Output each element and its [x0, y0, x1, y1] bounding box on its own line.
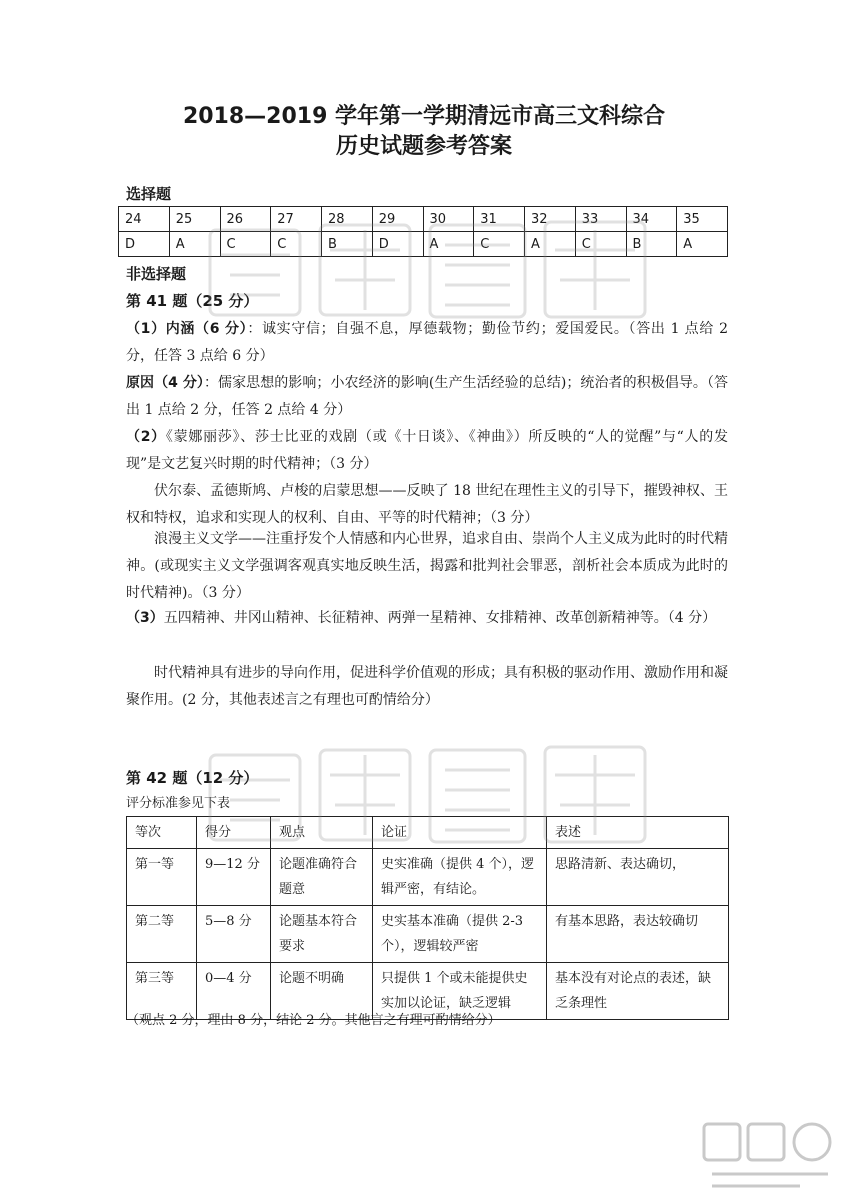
question-number-cell: 35 [677, 207, 728, 232]
q42-scoring-note: （观点 2 分，理由 8 分，结论 2 分。其他言之有理可酌情给分） [126, 1013, 501, 1028]
answer-cell: D [372, 232, 423, 257]
choice-number-row [119, 207, 728, 232]
table-row [127, 906, 729, 963]
q41-part1-label: （1）内涵（6 分） [126, 321, 248, 337]
section-choice-heading: 选择题 [126, 185, 172, 203]
q41-enlightenment-text: 伏尔泰、孟德斯鸠、卢梭的启蒙思想——反映了 18 世纪在理性主义的引导下，摧毁神权、王权和特权，追求和实现人的权利、自由、平等的时代精神；（3 分） [126, 483, 728, 526]
answer-cell: A [525, 232, 576, 257]
answer-cell: C [220, 232, 271, 257]
question-number-cell: 26 [220, 207, 271, 232]
table-cell: 只提供 1 个或未能提供史实加以论证，缺乏逻辑 [373, 963, 547, 1020]
header-cell: 观点 [271, 817, 373, 849]
q41-spirit-role-text: 时代精神具有进步的导向作用，促进科学价值观的形成；具有积极的驱动作用、激励作用和凝聚作用。(2 分，其他表述言之有理也可酌情给分） [126, 665, 728, 708]
q41-part2-label: （2） [126, 429, 166, 445]
q41-answer-part3 [126, 605, 728, 632]
header-cell: 等次 [127, 817, 197, 849]
q41-answer-reason [126, 370, 728, 424]
table-cell: 论题不明确 [271, 963, 373, 1020]
question-number-cell: 33 [575, 207, 626, 232]
table-cell: 0—4 分 [197, 963, 271, 1020]
table-cell: 第一等 [127, 849, 197, 906]
page-title-line-2: 历史试题参考答案 [335, 134, 512, 159]
q41-part3-label: （3） [126, 610, 164, 626]
table-cell: 第三等 [127, 963, 197, 1020]
q41-heading: 第 41 题（25 分） [126, 292, 259, 310]
q41-part3-text: 五四精神、井冈山精神、长征精神、两弹一星精神、女排精神、改革创新精神等。（4 分） [163, 610, 717, 626]
corner-logo-icon [700, 1118, 840, 1194]
question-number-cell: 32 [525, 207, 576, 232]
question-number-cell: 28 [322, 207, 373, 232]
choice-answer-table [118, 206, 728, 257]
q41-part2-text: 《蒙娜丽莎》、莎士比亚的戏剧（或《十日谈》、《神曲》）所反映的“人的觉醒”与“人的发现”是文艺复兴时期的时代精神；（3 分） [126, 429, 728, 472]
answer-cell: C [575, 232, 626, 257]
table-cell: 论题准确符合题意 [271, 849, 373, 906]
answer-cell: A [677, 232, 728, 257]
question-number-cell: 34 [626, 207, 677, 232]
question-number-cell: 24 [119, 207, 170, 232]
table-cell: 基本没有对论点的表述，缺乏条理性 [547, 963, 729, 1020]
q41-reason-text: ：儒家思想的影响；小农经济的影响(生产生活经验的总结)；统治者的积极倡导。（答出 1 点给 2 分，任答 2 点给 4 分） [126, 375, 729, 418]
q41-answer-part1 [126, 316, 728, 370]
answer-cell: C [474, 232, 525, 257]
choice-answer-row [119, 232, 728, 257]
answer-cell: A [169, 232, 220, 257]
table-cell: 史实准确（提供 4 个），逻辑严密，有结论。 [373, 849, 547, 906]
question-number-cell: 31 [474, 207, 525, 232]
section-nonchoice-heading: 非选择题 [126, 265, 187, 283]
answer-cell: B [322, 232, 373, 257]
table-cell: 第二等 [127, 906, 197, 963]
header-cell: 表述 [547, 817, 729, 849]
table-cell: 有基本思路，表达较确切 [547, 906, 729, 963]
q41-answer-part2 [126, 424, 728, 478]
q41-romanticism-text: 浪漫主义文学——注重抒发个人情感和内心世界，追求自由、崇尚个人主义成为此时的时代精神。(或现实主义文学强调客观真实地反映生活，揭露和批判社会罪恶，剖析社会本质成为此时的时代精神)。（3 分） [126, 531, 728, 601]
grading-table [126, 816, 729, 1020]
answer-cell: C [271, 232, 322, 257]
answer-cell: A [423, 232, 474, 257]
header-cell: 论证 [373, 817, 547, 849]
table-cell: 论题基本符合要求 [271, 906, 373, 963]
table-cell: 9—12 分 [197, 849, 271, 906]
table-row [127, 849, 729, 906]
question-number-cell: 30 [423, 207, 474, 232]
table-cell: 5—8 分 [197, 906, 271, 963]
q42-caption: 评分标准参见下表 [126, 796, 231, 811]
table-cell: 思路清新、表达确切， [547, 849, 729, 906]
q42-heading: 第 42 题（12 分） [126, 769, 259, 787]
q41-part1-text: ：诚实守信；自强不息，厚德载物；勤俭节约；爱国爱民。（答出 1 点给 2 分，任答 3 点给 6 分） [126, 321, 729, 364]
question-number-cell: 27 [271, 207, 322, 232]
grading-header-row [127, 817, 729, 849]
question-number-cell: 25 [169, 207, 220, 232]
q41-reason-label: 原因（4 分） [126, 375, 204, 391]
page-title-line-1: 2018—2019 学年第一学期清远市高三文科综合 [182, 104, 666, 129]
answer-cell: D [119, 232, 170, 257]
question-number-cell: 29 [372, 207, 423, 232]
answer-cell: B [626, 232, 677, 257]
table-cell: 史实基本准确（提供 2-3 个），逻辑较严密 [373, 906, 547, 963]
header-cell: 得分 [197, 817, 271, 849]
